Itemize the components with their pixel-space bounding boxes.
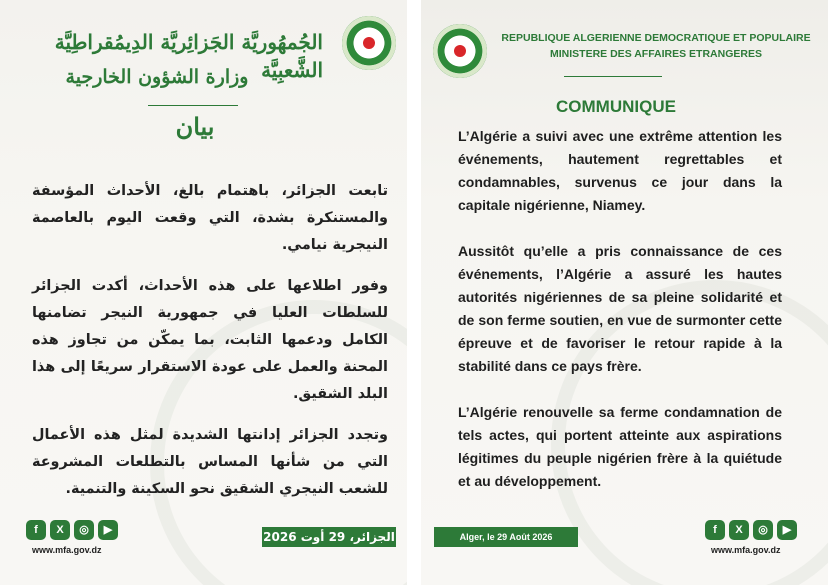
youtube-icon[interactable]: ▶ — [777, 520, 797, 540]
social-links — [705, 520, 797, 540]
x-icon[interactable]: X — [729, 520, 749, 540]
x-icon[interactable]: X — [50, 520, 70, 540]
arabic-statement-heading: بيان — [175, 112, 215, 141]
arabic-paragraph-3: وتجدد الجزائر إدانتها الشديدة لمثل هذه الأعمال التي من شأنها المساس بالتطلعات المشروعة للشعب النيجري الشقيق نحو السكينة والتنمية. — [32, 427, 388, 497]
arabic-statement-page — [0, 0, 407, 585]
social-links — [26, 520, 118, 540]
facebook-icon[interactable]: f — [705, 520, 725, 540]
french-header — [491, 30, 821, 62]
website-link[interactable]: www.mfa.gov.dz — [32, 545, 102, 555]
arabic-republic-title: الجُمهُوريَّة الجَزائِريَّة الدِيمُقراطِيَّة الشَّعبِيَّة — [54, 30, 323, 82]
instagram-icon[interactable]: ◎ — [753, 520, 773, 540]
ministry-seal-logo — [433, 24, 487, 78]
divider — [148, 105, 238, 106]
republic-title: REPUBLIQUE ALGERIENNE DEMOCRATIQUE ET POPULAIRE — [501, 32, 811, 44]
arabic-ministry-title: وزارة الشؤون الخارجية — [65, 66, 249, 88]
divider — [564, 76, 662, 77]
ministry-title: MINISTERE DES AFFAIRES ETRANGERES — [550, 48, 762, 60]
french-paragraph-2: Aussitôt qu’elle a pris connaissance de ces événements, l’Algérie a assuré les hautes autorités nigériennes de sa pleine solidarité et de son ferme soutien, en vue de surmonter cette épreuve et de favoriser le retour rapide à la stabilité dans ce pays frère. — [458, 243, 782, 374]
facebook-icon[interactable]: f — [26, 520, 46, 540]
arabic-paragraph-1: تابعت الجزائر، باهتمام بالغ، الأحداث المؤسفة والمستنكرة بشدة، التي وقعت اليوم بالعاصمة النيجرية نيامي. — [32, 183, 388, 253]
french-communique-page — [421, 0, 828, 585]
arabic-date-bar: الجزائر، 29 أوت 2026 — [262, 527, 396, 547]
french-date-bar: Alger, le 29 Août 2026 — [434, 527, 578, 547]
ministry-seal-logo — [342, 16, 396, 70]
french-paragraph-1: L’Algérie a suivi avec une extrême attention les événements, hautement regrettables et condamnables, survenus ce jour dans la capitale nigérienne, Niamey. — [458, 128, 782, 213]
french-paragraph-3: L’Algérie renouvelle sa ferme condamnation de tels actes, qui portent atteinte aux aspirations légitimes du peuple nigérien frère à la quiétude et au développement. — [458, 404, 782, 489]
youtube-icon[interactable]: ▶ — [98, 520, 118, 540]
arabic-paragraph-2: وفور اطلاعها على هذه الأحداث، أكدت الجزائر للسلطات العليا في جمهورية النيجر تضامنها الكامل ودعمها الثابت، بما يمكّن من تجاوز هذه المحنة والعمل على عودة الاستقرار سريعًا إلى هذا البلد الشقيق. — [32, 278, 388, 402]
instagram-icon[interactable]: ◎ — [74, 520, 94, 540]
arabic-statement-body — [32, 178, 388, 517]
website-link[interactable]: www.mfa.gov.dz — [711, 545, 781, 555]
communique-body — [458, 125, 782, 516]
communique-heading: COMMUNIQUE — [556, 97, 676, 116]
